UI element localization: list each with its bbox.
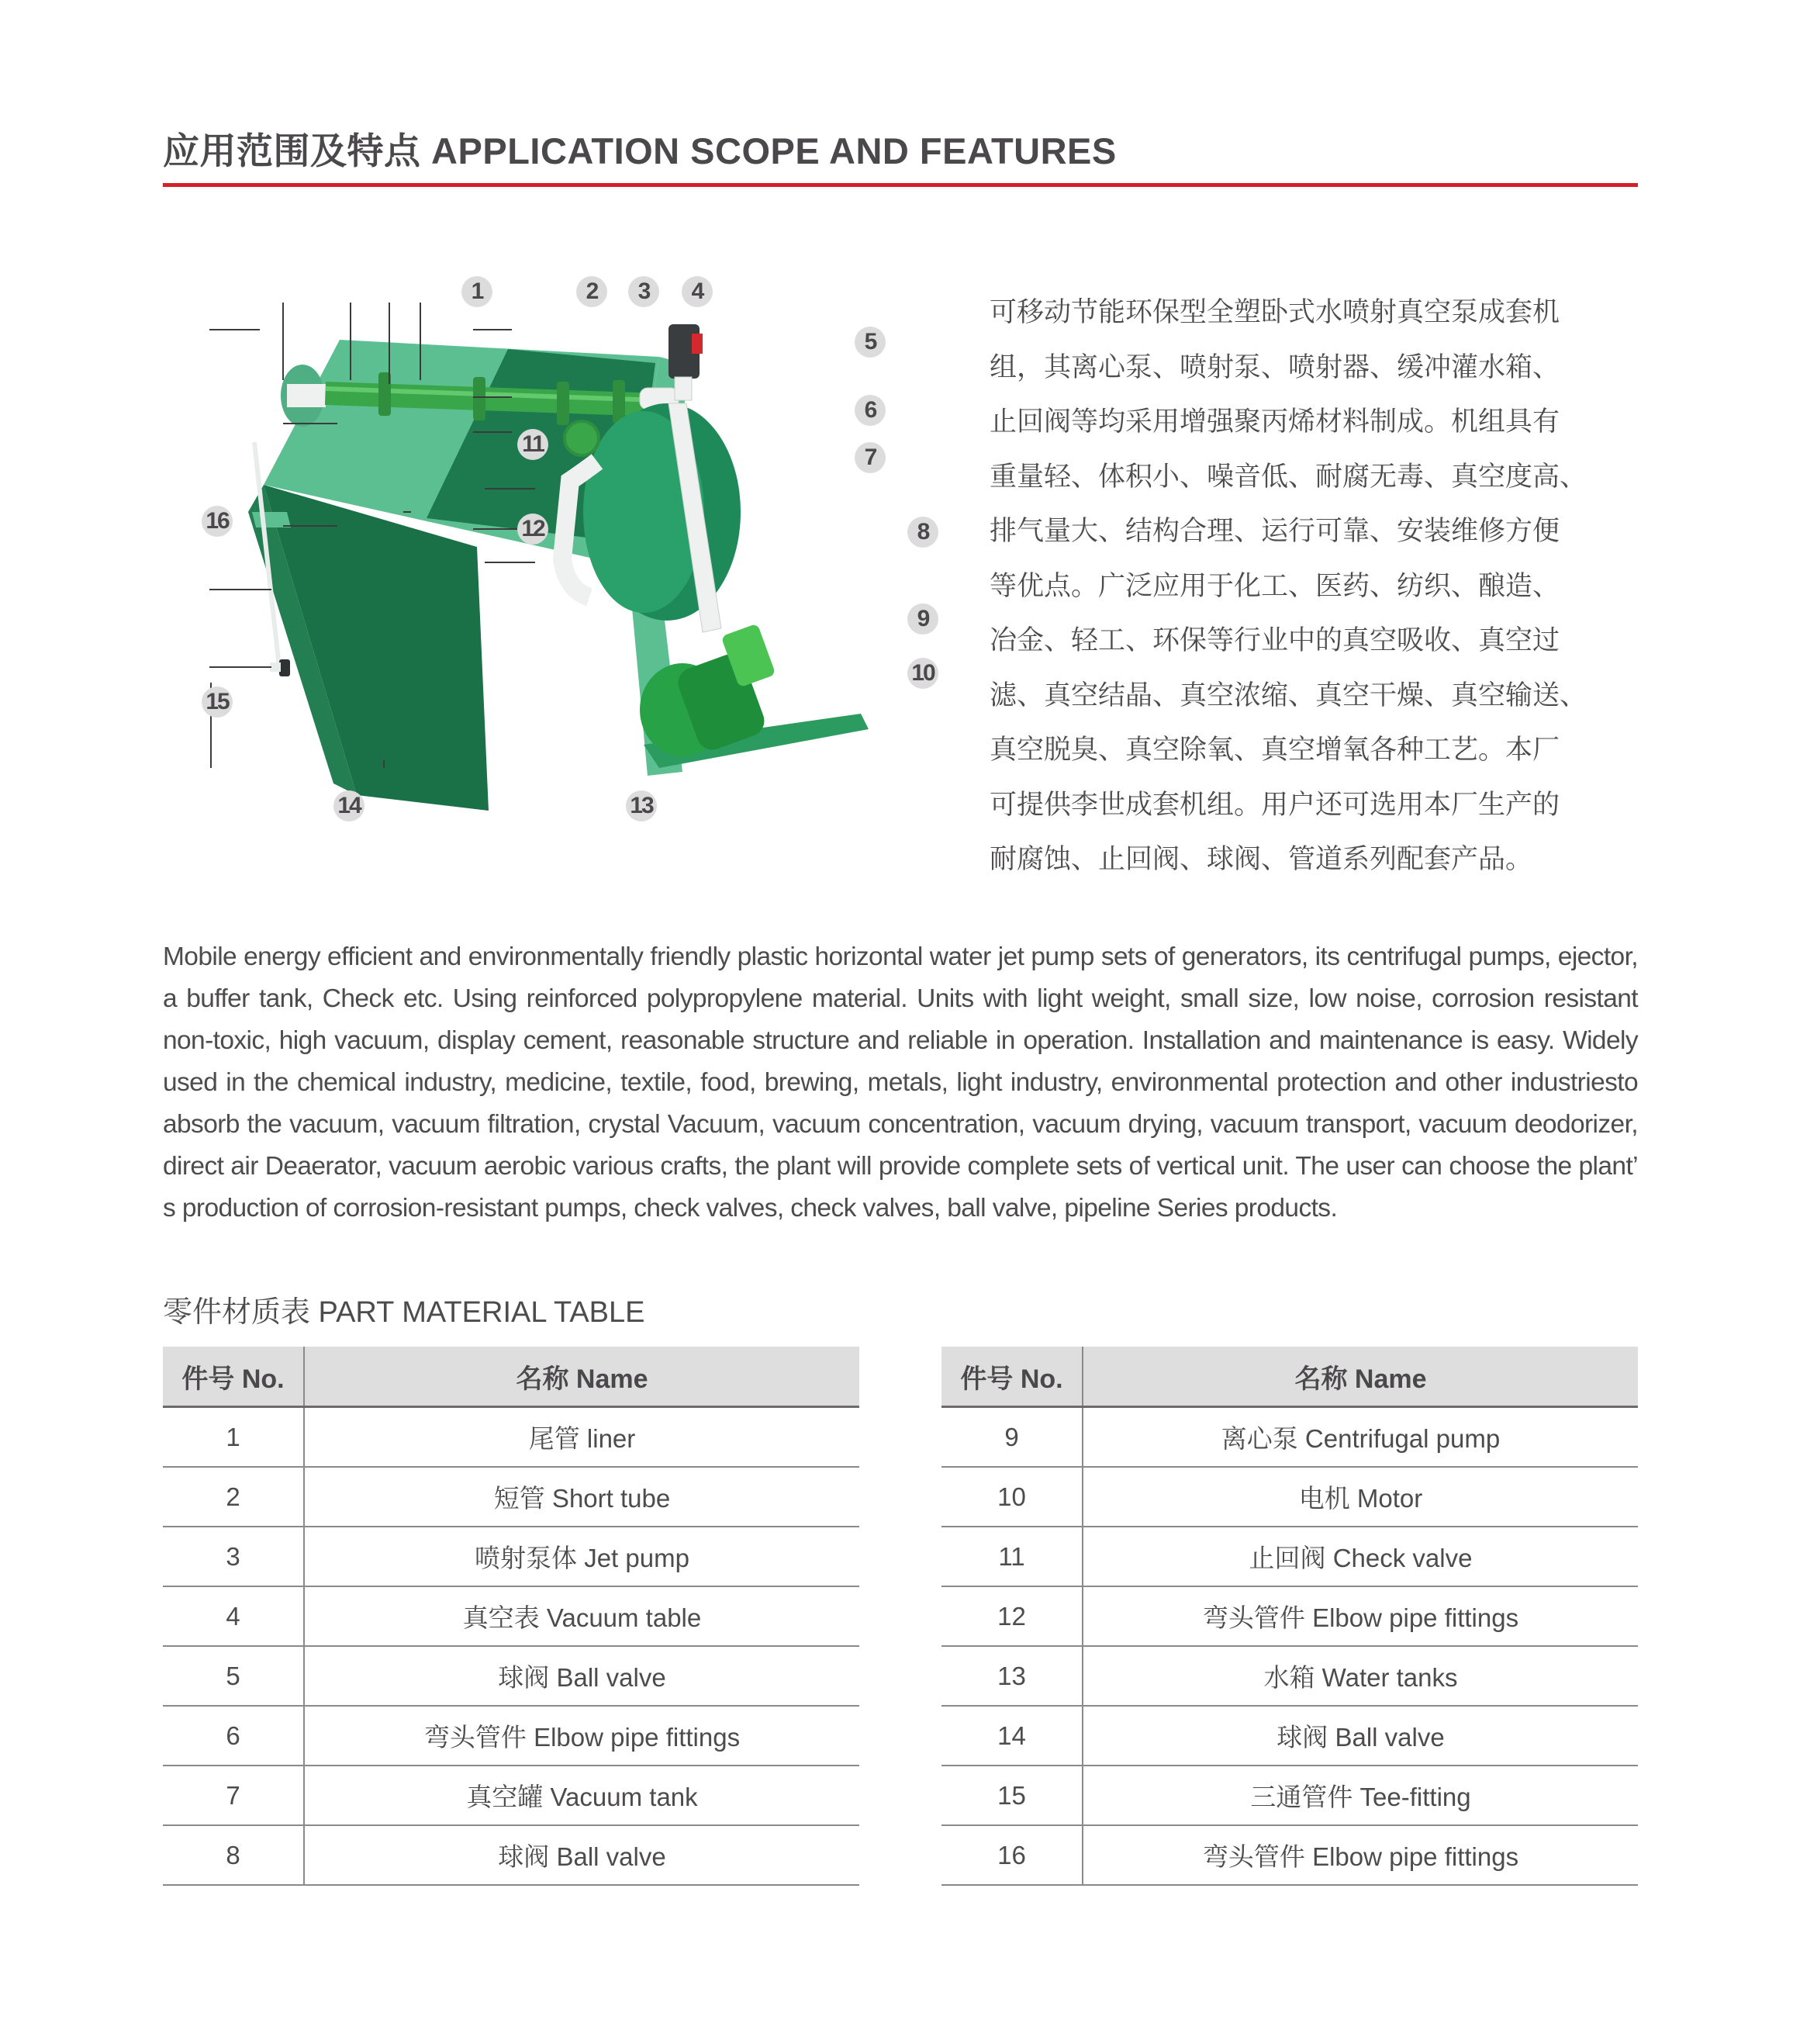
column-header-name: 名称 Name: [304, 1347, 859, 1407]
callout-9: 9: [907, 604, 938, 635]
part-number-cell: 3: [163, 1527, 304, 1586]
parts-table-caption: 零件材质表 PART MATERIAL TABLE: [163, 1296, 645, 1329]
part-number-cell: 14: [941, 1706, 1083, 1766]
part-number-cell: 8: [163, 1825, 304, 1885]
intro-cn-line: 组，其离心泵、喷射泵、喷射器、缓冲灌水箱、: [990, 351, 1560, 383]
intro-cn-line: 可移动节能环保型全塑卧式水喷射真空泵成套机: [990, 297, 1560, 328]
callout-12: 12: [517, 514, 548, 545]
part-number-cell: 2: [163, 1467, 304, 1527]
table-row: [163, 1766, 859, 1825]
part-name-cell: 弯头管件 Elbow pipe fittings: [304, 1706, 859, 1766]
column-header-name: 名称 Name: [1083, 1347, 1638, 1407]
callout-1: 1: [461, 276, 492, 307]
part-number-cell: 5: [163, 1646, 304, 1706]
intro-cn-line: 冶金、轻工、环保等行业中的真空吸收、真空过: [990, 625, 1560, 656]
part-name-cell: 喷射泵体 Jet pump: [304, 1527, 859, 1586]
callout-2: 2: [576, 276, 607, 307]
table-row: [163, 1407, 859, 1468]
flange: [613, 380, 625, 424]
table-row: [163, 1706, 859, 1766]
table-header-row: [163, 1347, 859, 1407]
parts-table-left: [163, 1347, 859, 1886]
flange: [473, 377, 485, 420]
flange: [557, 382, 569, 425]
intro-cn-line: 可提供李世成套机组。用户还可选用本厂生产的: [990, 789, 1560, 821]
table-row: [163, 1646, 859, 1706]
part-number-cell: 6: [163, 1706, 304, 1766]
intro-cn-line: 排气量大、结构合理、运行可靠、安装维修方便: [990, 516, 1560, 547]
part-name-cell: 短管 Short tube: [304, 1467, 859, 1527]
table-row: [941, 1467, 1638, 1527]
table-row: [941, 1407, 1638, 1468]
table-row: [163, 1527, 859, 1586]
callout-4: 4: [682, 276, 713, 307]
column-header-no: 件号 No.: [941, 1347, 1083, 1407]
callout-7: 7: [855, 442, 886, 473]
part-name-cell: 尾管 liner: [304, 1407, 859, 1468]
part-number-cell: 9: [941, 1407, 1083, 1468]
check-valve: [565, 421, 599, 455]
page-header: [163, 124, 1638, 178]
callout-3: 3: [628, 276, 659, 307]
intro-cn-line: 真空脱臭、真空除氧、真空增氧各种工艺。本厂: [990, 735, 1560, 766]
table-row: [941, 1766, 1638, 1825]
intro-cn-line: 耐腐蚀、止回阀、球阀、管道系列配套产品。: [990, 844, 1533, 875]
intro-english: Mobile energy efficient and environmentally friendly plastic horizontal water jet pump sets of generators, its centrifugal pumps, ejector, a buffer tank, Check etc. Using reinforced polypropylene material. Units with light weight, small size, low noise, corrosion resistant non-toxic, high vacuum, display cement, reasonable structure and reliable in operation. Installation and maintenance is easy. Widely used in the chemical industry, medicine, textile, food, brewing, metals, light industry, environmental protection and other industriesto absorb the vacuum, vacuum filtration, crystal Vacuum, vacuum concentration, vacuum drying, vacuum transport, vacuum deodorizer, direct air Deaerator, vacuum aerobic various crafts, the plant will provide complete sets of vertical unit. The user can choose the plant’ s production of corrosion-resistant pumps, check valves, check valves, ball valve, pipeline Series products.: [163, 942, 1638, 1223]
callout-15: 15: [202, 687, 233, 718]
part-name-cell: 真空罐 Vacuum tank: [304, 1766, 859, 1825]
part-number-cell: 1: [163, 1407, 304, 1468]
column-header-no: 件号 No.: [163, 1347, 304, 1407]
part-name-cell: 电机 Motor: [1083, 1467, 1638, 1527]
intro-cn-line: 重量轻、体积小、噪音低、耐腐无毒、真空度高、: [990, 461, 1587, 493]
table-row: [163, 1586, 859, 1646]
part-name-cell: 离心泵 Centrifugal pump: [1083, 1407, 1638, 1468]
callout-5: 5: [855, 327, 886, 358]
callout-16: 16: [202, 506, 233, 537]
part-number-cell: 4: [163, 1586, 304, 1646]
table-row: [163, 1467, 859, 1527]
intro-cn-line: 等优点。广泛应用于化工、医药、纺织、酿造、: [990, 570, 1560, 602]
part-name-cell: 弯头管件 Elbow pipe fittings: [1083, 1586, 1638, 1646]
part-name-cell: 真空表 Vacuum table: [304, 1586, 859, 1646]
part-number-cell: 10: [941, 1467, 1083, 1527]
part-name-cell: 球阀 Ball valve: [304, 1825, 859, 1885]
callout-14: 14: [333, 790, 364, 821]
intro-cn-line: 止回阀等均采用增强聚丙烯材料制成。机组具有: [990, 406, 1560, 438]
part-name-cell: 球阀 Ball valve: [304, 1646, 859, 1706]
callout-8: 8: [907, 517, 938, 548]
part-name-cell: 止回阀 Check valve: [1083, 1527, 1638, 1586]
part-number-cell: 15: [941, 1766, 1083, 1825]
ball-valve-14: [279, 659, 290, 676]
part-number-cell: 12: [941, 1586, 1083, 1646]
intro-cn-line: 滤、真空结晶、真空浓缩、真空干燥、真空输送、: [990, 680, 1587, 711]
tee-fitting-15: [270, 662, 281, 672]
title-divider: [163, 183, 1638, 187]
table-row: [163, 1825, 859, 1885]
table-row: [941, 1706, 1638, 1766]
part-number-cell: 11: [941, 1527, 1083, 1586]
table-row: [941, 1527, 1638, 1586]
intro-chinese: [990, 285, 1594, 887]
table-row: [941, 1586, 1638, 1646]
pump-unit-drawing: [178, 279, 954, 846]
callout-10: 10: [907, 658, 938, 689]
table-row: [941, 1646, 1638, 1706]
part-name-cell: 弯头管件 Elbow pipe fittings: [1083, 1825, 1638, 1885]
callout-11: 11: [517, 429, 548, 460]
page-title: 应用范围及特点 APPLICATION SCOPE AND FEATURES: [163, 130, 1117, 171]
port-pipe: [287, 384, 326, 407]
part-number-cell: 13: [941, 1646, 1083, 1706]
part-number-cell: 7: [163, 1766, 304, 1825]
part-name-cell: 球阀 Ball valve: [1083, 1706, 1638, 1766]
part-name-cell: 水箱 Water tanks: [1083, 1646, 1638, 1706]
callout-6: 6: [855, 395, 886, 426]
pump-unit-illustration: [178, 279, 954, 846]
callout-13: 13: [626, 790, 657, 821]
part-name-cell: 三通管件 Tee-fitting: [1083, 1766, 1638, 1825]
table-header-row: [941, 1347, 1638, 1407]
parts-table-right: [941, 1347, 1638, 1886]
table-row: [941, 1825, 1638, 1885]
ball-valve-handle: [692, 334, 703, 354]
part-number-cell: 16: [941, 1825, 1083, 1885]
